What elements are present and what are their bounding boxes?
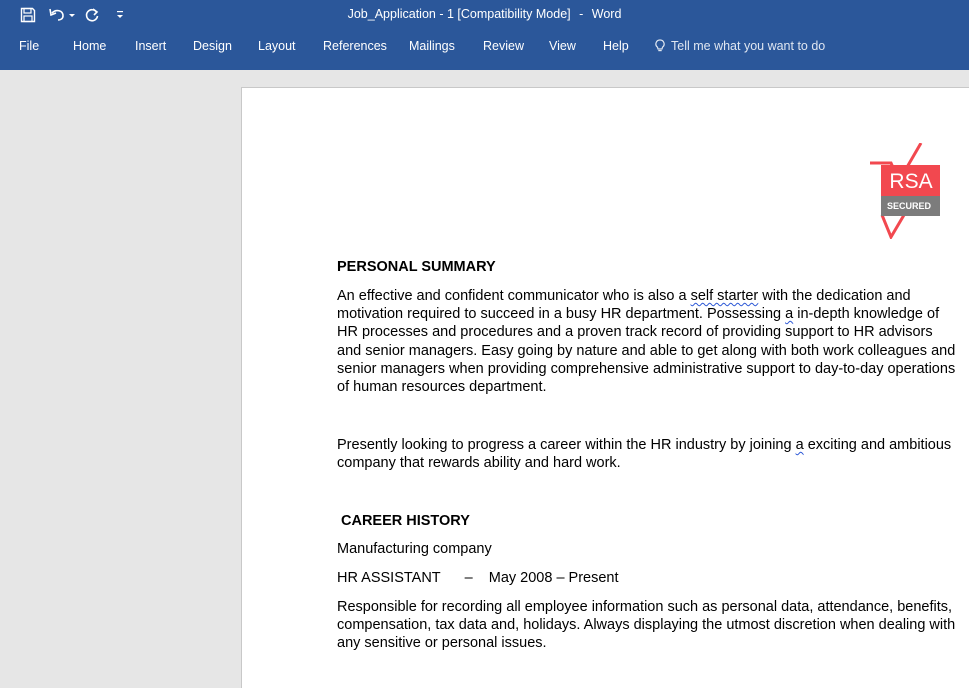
rsa-secured-logo: [869, 143, 941, 239]
app-name: Word: [591, 7, 622, 21]
summary-p1-text: An effective and confident communicator who is also a: [337, 288, 691, 304]
tab-file[interactable]: File: [19, 39, 40, 53]
summary-p2-text: Presently looking to progress a career within the HR industry by joining: [337, 437, 796, 453]
title-separator: -: [579, 7, 584, 21]
tell-me-text: Tell me what you want to do: [671, 39, 826, 53]
company-name: Manufacturing company: [337, 541, 492, 557]
document-name: Job_Application - 1 [Compatibility Mode]: [347, 7, 571, 21]
ribbon-tabs: [0, 30, 969, 70]
tab-home[interactable]: Home: [73, 39, 107, 53]
summary-p1-text: in-depth knowledge of HR processes and procedures and a proven track record of providing support to HR advisors and senior managers. Easy going by nature and able to get along with both work colleagues and senior managers when providing comprehensive administrative support to day-to-day operations of human resources department.: [337, 306, 956, 396]
summary-paragraph-1: [337, 287, 957, 396]
tab-references[interactable]: References: [323, 39, 387, 53]
job-title-line: HR ASSISTANT – May 2008 – Present: [337, 570, 619, 586]
spelling-flag: self starter: [690, 288, 759, 304]
window-title: [0, 7, 969, 21]
logo-secured-text: SECURED: [886, 201, 932, 211]
tab-help[interactable]: Help: [603, 39, 629, 53]
personal-summary-heading: PERSONAL SUMMARY: [337, 259, 496, 275]
summary-p1-text: with the dedication and motivation required to succeed in a busy HR department. Possessing: [337, 288, 911, 323]
tell-me-search[interactable]: [655, 39, 825, 56]
grammar-flag: a: [795, 437, 804, 453]
tab-view[interactable]: View: [549, 39, 576, 53]
tab-mailings[interactable]: Mailings: [409, 39, 455, 53]
tab-layout[interactable]: Layout: [258, 39, 296, 53]
tab-design[interactable]: Design: [193, 39, 232, 53]
tab-review[interactable]: Review: [483, 39, 524, 53]
lightbulb-icon: [655, 39, 665, 56]
job-description: Responsible for recording all employee information such as personal data, attendance, benefits, compensation, tax data and, holidays. Always displaying the utmost discretion when dealing with any sensitive or personal issues.: [337, 599, 956, 652]
logo-rsa-text: RSA: [889, 170, 933, 193]
grammar-flag: a: [785, 306, 794, 323]
summary-p2-text: exciting and ambitious company that rewards ability and hard work.: [337, 437, 952, 472]
tab-insert[interactable]: Insert: [135, 39, 167, 53]
summary-paragraph-2: [337, 436, 963, 472]
title-bar: [0, 0, 969, 30]
career-history-heading: CAREER HISTORY: [341, 513, 470, 529]
